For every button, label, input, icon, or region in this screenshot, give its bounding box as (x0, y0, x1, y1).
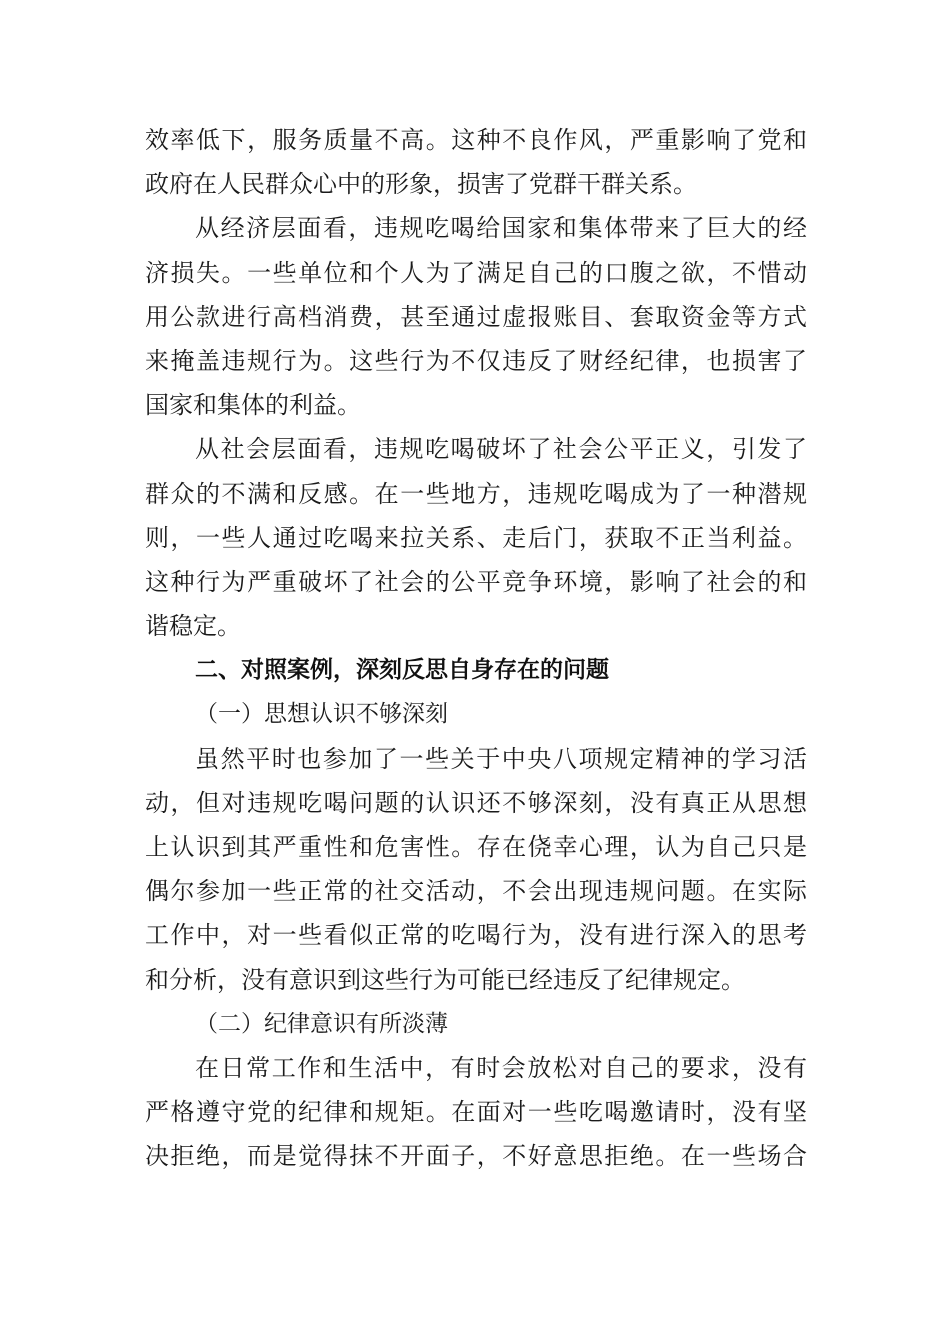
text-line: 则，一些人通过吃喝来拉关系、走后门，获取不正当利益。 (145, 523, 807, 552)
text-line: 国家和集体的利益。 (145, 391, 361, 420)
text-line: 这种行为严重破坏了社会的公平竞争环境，影响了社会的和 (145, 567, 807, 596)
paragraph-ideological-awareness (145, 737, 807, 1002)
subsection-heading-2: （二）纪律意识有所淡薄 (195, 1010, 448, 1037)
subsection-heading-1: （一）思想认识不够深刻 (195, 701, 448, 728)
text-line: 上认识到其严重性和危害性。存在侥幸心理，认为自己只是 (145, 833, 807, 861)
text-line: 决拒绝，而是觉得抹不开面子，不好意思拒绝。在一些场合 (145, 1142, 807, 1171)
text-line: 动，但对违规吃喝问题的认识还不够深刻，没有真正从思想 (145, 788, 807, 817)
text-line: 工作中，对一些看似正常的吃喝行为，没有进行深入的思考 (145, 921, 807, 950)
text-line: 在日常工作和生活中，有时会放松对自己的要求，没有 (195, 1053, 807, 1082)
text-line: 用公款进行高档消费，甚至通过虚报账目、套取资金等方式 (145, 302, 807, 331)
text-line: 从经济层面看，违规吃喝给国家和集体带来了巨大的经 (195, 214, 807, 243)
text-line: 来掩盖违规行为。这些行为不仅违反了财经纪律，也损害了 (145, 346, 807, 375)
text-line: 从社会层面看，违规吃喝破坏了社会公平正义，引发了 (195, 435, 807, 464)
text-line: 和分析，没有意识到这些行为可能已经违反了纪律规定。 (145, 965, 745, 994)
text-line: 偶尔参加一些正常的社交活动，不会出现违规问题。在实际 (145, 877, 807, 906)
paragraph-economic-level (145, 206, 807, 427)
text-line: 效率低下，服务质量不高。这种不良作风，严重影响了党和 (145, 126, 807, 154)
text-line: 虽然平时也参加了一些关于中央八项规定精神的学习活 (195, 744, 807, 773)
paragraph-service-quality (145, 118, 807, 206)
paragraph-social-level (145, 427, 807, 648)
text-line: 谐稳定。 (145, 612, 241, 641)
text-line: 群众的不满和反感。在一些地方，违规吃喝成为了一种潜规 (145, 479, 807, 508)
paragraph-discipline-awareness (145, 1046, 807, 1179)
document-body (145, 118, 807, 1179)
section-heading: 二、对照案例，深刻反思自身存在的问题 (195, 657, 609, 684)
text-line: 严格遵守党的纪律和规矩。在面对一些吃喝邀请时，没有坚 (145, 1098, 807, 1127)
text-line: 济损失。一些单位和个人为了满足自己的口腹之欲，不惜动 (145, 258, 807, 287)
text-line: 政府在人民群众心中的形象，损害了党群干群关系。 (145, 170, 697, 199)
